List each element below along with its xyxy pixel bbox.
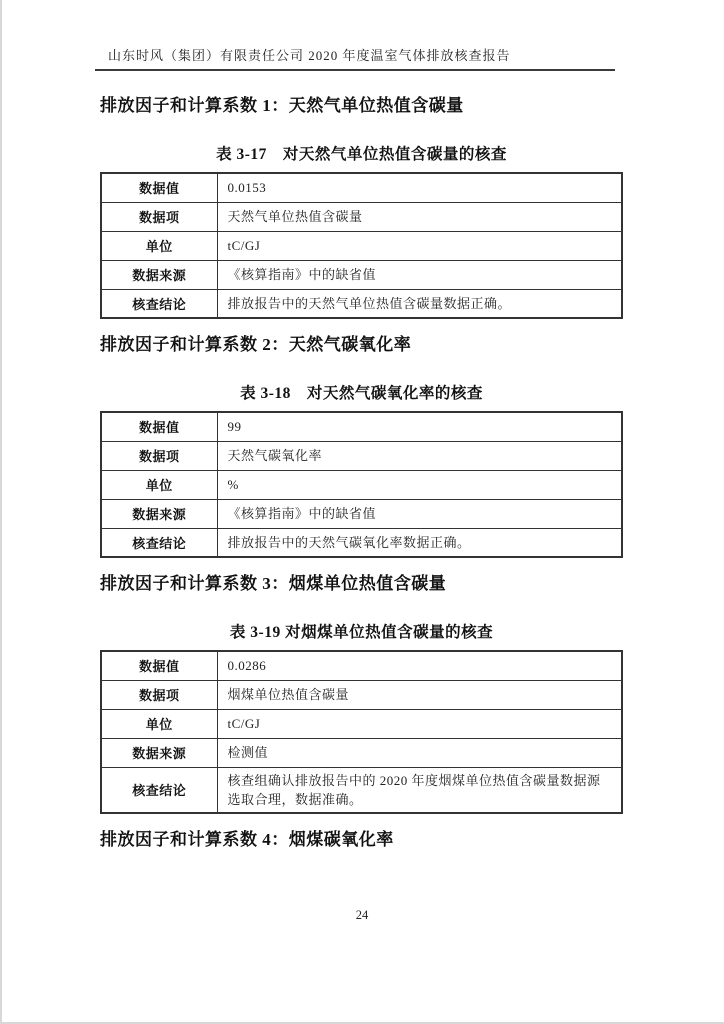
- table-row: [101, 260, 622, 289]
- page-footer: [0, 908, 724, 923]
- row-value: 99: [217, 412, 622, 441]
- row-label: 数据来源: [101, 499, 217, 528]
- row-value: 《核算指南》中的缺省值: [217, 260, 622, 289]
- table-row: [101, 528, 622, 557]
- section-factor-4: [100, 829, 623, 851]
- table-row: [101, 441, 622, 470]
- section-heading-1: 排放因子和计算系数 1：天然气单位热值含碳量: [100, 96, 464, 115]
- row-label: 单位: [101, 470, 217, 499]
- row-value: 天然气单位热值含碳量: [217, 202, 622, 231]
- document-body: [100, 95, 623, 851]
- row-label: 数据项: [101, 441, 217, 470]
- table-row: [101, 231, 622, 260]
- page-number: 24: [355, 908, 369, 922]
- row-value: 烟煤单位热值含碳量: [217, 680, 622, 709]
- table-row: [101, 680, 622, 709]
- row-value: 《核算指南》中的缺省值: [217, 499, 622, 528]
- table-caption-3-19: 表 3-19 对烟煤单位热值含碳量的核查: [229, 624, 494, 641]
- row-label: 数据来源: [101, 738, 217, 767]
- row-label: 数据项: [101, 680, 217, 709]
- row-value: 检测值: [217, 738, 622, 767]
- section-heading-4: 排放因子和计算系数 4：烟煤碳氧化率: [100, 829, 394, 849]
- row-label: 核查结论: [101, 289, 217, 318]
- table-row: [101, 709, 622, 738]
- row-value: 排放报告中的天然气单位热值含碳量数据正确。: [217, 289, 622, 318]
- row-value: 0.0286: [217, 651, 622, 680]
- section-heading-2: 排放因子和计算系数 2：天然气碳氧化率: [100, 335, 412, 354]
- table-row: [101, 470, 622, 499]
- verification-table-3-19: [100, 650, 623, 814]
- page-header: [95, 48, 615, 71]
- row-label: 数据来源: [101, 260, 217, 289]
- row-value: 核查组确认排放报告中的 2020 年度烟煤单位热值含碳量数据源选取合理，数据准确。: [217, 767, 622, 813]
- row-label: 数据值: [101, 173, 217, 202]
- table-row: [101, 651, 622, 680]
- table-caption-3-17: 表 3-17 对天然气单位热值含碳量的核查: [216, 146, 507, 163]
- row-label: 单位: [101, 231, 217, 260]
- row-value: %: [217, 470, 622, 499]
- row-value: 排放报告中的天然气碳氧化率数据正确。: [217, 528, 622, 557]
- table-row: [101, 412, 622, 441]
- table-row: [101, 202, 622, 231]
- row-value: tC/GJ: [217, 231, 622, 260]
- table-row: [101, 289, 622, 318]
- row-label: 核查结论: [101, 528, 217, 557]
- row-label: 单位: [101, 709, 217, 738]
- section-factor-3: [100, 573, 623, 814]
- running-header-title: 山东时风（集团）有限责任公司 2020 年度温室气体排放核查报告: [108, 48, 511, 63]
- row-value: 0.0153: [217, 173, 622, 202]
- section-factor-1: [100, 95, 623, 319]
- row-label: 数据值: [101, 412, 217, 441]
- row-value: 天然气碳氧化率: [217, 441, 622, 470]
- row-label: 数据值: [101, 651, 217, 680]
- section-factor-2: [100, 334, 623, 558]
- table-caption-3-18: 表 3-18 对天然气碳氧化率的核查: [240, 385, 483, 402]
- table-row: [101, 173, 622, 202]
- verification-table-3-17: [100, 172, 623, 319]
- table-row: [101, 499, 622, 528]
- row-label: 核查结论: [101, 767, 217, 813]
- verification-table-3-18: [100, 411, 623, 558]
- table-row: [101, 738, 622, 767]
- row-label: 数据项: [101, 202, 217, 231]
- table-row: [101, 767, 622, 813]
- section-heading-3: 排放因子和计算系数 3：烟煤单位热值含碳量: [100, 574, 447, 593]
- row-value: tC/GJ: [217, 709, 622, 738]
